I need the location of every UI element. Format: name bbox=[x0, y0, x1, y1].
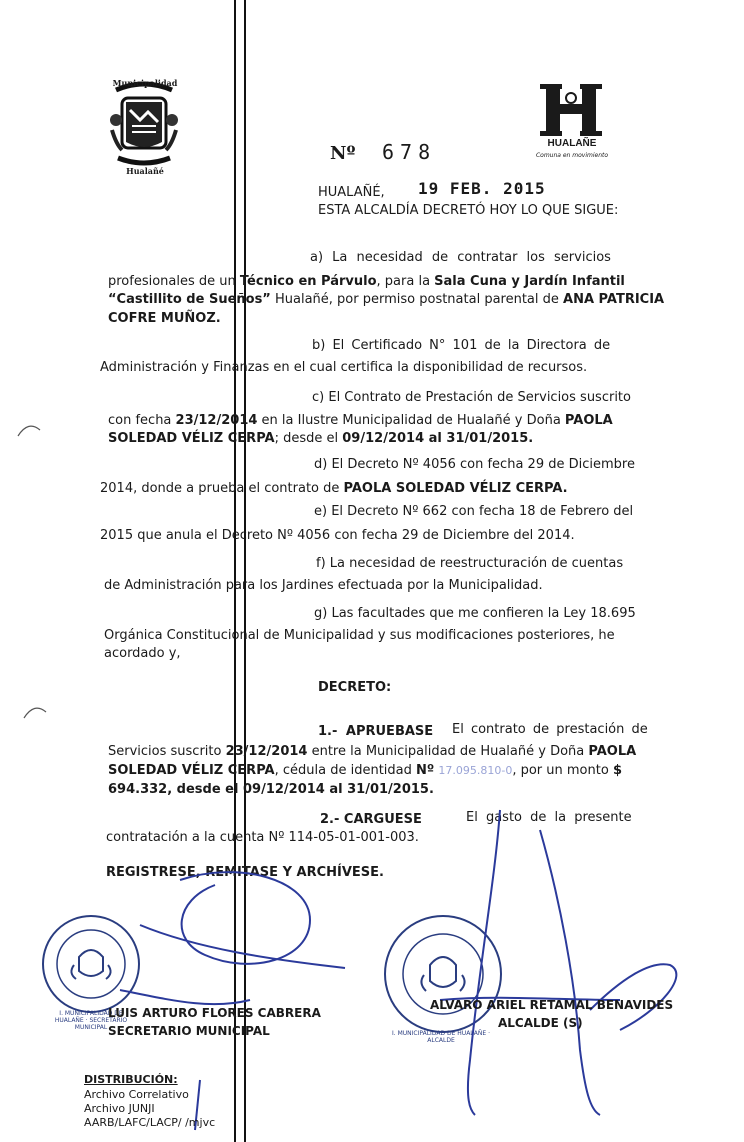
municipal-logo-top-text: Municipalidad bbox=[112, 78, 178, 88]
point1-line3: SOLEDAD VÉLIZ CERPA, cédula de identidad Nº 17.095.810-0, por un monto $ bbox=[108, 763, 622, 778]
consid-b-line1: b) El Certificado N° 101 de la Directora de bbox=[312, 338, 611, 353]
consid-c-line3: SOLEDAD VÉLIZ CERPA; desde el 09/12/2014 al 31/01/2015. bbox=[108, 431, 534, 446]
consid-d-line1: d) El Decreto Nº 4056 con fecha 29 de Diciembre bbox=[314, 457, 635, 472]
point1-number: 1.- APRUEBASE bbox=[318, 724, 434, 739]
point1-line2: Servicios suscrito 23/12/2014 entre la Municipalidad de Hualañé y Doña PAOLA bbox=[108, 744, 637, 759]
municipal-logo-bottom-text: Hualañé bbox=[126, 166, 164, 176]
punch-hole-icon bbox=[20, 702, 50, 722]
id-number-stamp: 17.095.810-0 bbox=[438, 764, 513, 777]
closing-text: REGISTRESE, REMITASE Y ARCHÍVESE. bbox=[106, 865, 384, 880]
place-label: HUALAÑÉ, bbox=[318, 185, 385, 200]
consid-f-line2: de Administración para los Jardines efectuada por la Municipalidad. bbox=[104, 578, 543, 593]
brand-logo-tagline: Comuna en movimiento bbox=[535, 152, 609, 159]
consid-f-line1: f) La necesidad de reestructuración de cuentas bbox=[316, 556, 624, 571]
decreto-heading: DECRETO: bbox=[318, 680, 392, 695]
distribution-heading: DISTRIBUCIÓN: bbox=[84, 1073, 178, 1086]
secretario-name: LUIS ARTURO FLORES CABRERA bbox=[108, 1006, 321, 1020]
consid-a-line1: a) La necesidad de contratar los servicios bbox=[310, 250, 611, 265]
brand-logo-text: HUALAÑE bbox=[547, 138, 597, 149]
distribution-item: Archivo JUNJI bbox=[84, 1102, 155, 1115]
consid-a-line3: “Castillito de Sueños” Hualañé, por permiso postnatal parental de ANA PATRICIA bbox=[108, 292, 665, 307]
consid-a-line4: COFRE MUÑOZ. bbox=[108, 311, 221, 326]
consid-e-line1: e) El Decreto Nº 662 con fecha 18 de Febrero del bbox=[314, 504, 634, 519]
number-label: Nº bbox=[330, 143, 356, 164]
point1-line1: El contrato de prestación de bbox=[452, 722, 648, 737]
consid-c-line1: c) El Contrato de Prestación de Servicios suscrito bbox=[312, 390, 631, 405]
consid-a-line2: profesionales de un Técnico en Párvulo, para la Sala Cuna y Jardín Infantil bbox=[108, 274, 625, 289]
distribution-list bbox=[84, 1088, 215, 1130]
decree-number: 678 bbox=[382, 140, 437, 164]
alcalde-title: ALCALDE (S) bbox=[498, 1016, 583, 1030]
consid-g-line1: g) Las facultades que me confieren la Ley 18.695 bbox=[314, 606, 636, 621]
alcalde-name: ALVARO ARIEL RETAMAL BENAVIDES bbox=[430, 998, 674, 1012]
alcalde-seal-text: I. MUNICIPALIDAD DE HUALAÑE · ALCALDE bbox=[392, 1030, 490, 1044]
consid-d-line2: 2014, donde a prueba el contrato de PAOLA SOLEDAD VÉLIZ CERPA. bbox=[100, 481, 568, 496]
secretario-seal-text: I. MUNICIPALIDAD DE HUALAÑE · SECRETARIO MUNICIPAL bbox=[54, 1010, 128, 1031]
consid-g-line2: Orgánica Constitucional de Municipalidad y sus modificaciones posteriores, he bbox=[104, 628, 615, 643]
point2-number: 2.- CARGUESE bbox=[320, 812, 422, 827]
punch-hole-icon bbox=[14, 420, 44, 440]
consid-c-line2: con fecha 23/12/2014 en la Ilustre Municipalidad de Hualañé y Doña PAOLA bbox=[108, 413, 613, 428]
distribution-item: AARB/LAFC/LACP/ /mjvc bbox=[84, 1116, 216, 1129]
consid-b-line2: Administración y Finanzas en el cual certifica la disponibilidad de recursos. bbox=[100, 360, 588, 375]
point2-line1: El gasto de la presente bbox=[466, 810, 632, 825]
date-stamp: 19 FEB. 2015 bbox=[418, 179, 546, 198]
distribution-item: Archivo Correlativo bbox=[84, 1088, 189, 1101]
secretario-title: SECRETARIO MUNICIPAL bbox=[108, 1024, 270, 1038]
consid-g-line3: acordado y, bbox=[104, 646, 181, 661]
intro-text: ESTA ALCALDÍA DECRETÓ HOY LO QUE SIGUE: bbox=[318, 203, 619, 218]
consid-e-line2: 2015 que anula el Decreto Nº 4056 con fecha 29 de Diciembre del 2014. bbox=[100, 528, 575, 543]
point1-line4: 694.332, desde el 09/12/2014 al 31/01/2015. bbox=[108, 782, 434, 797]
point2-line2: contratación a la cuenta Nº 114-05-01-001-003. bbox=[106, 830, 419, 845]
